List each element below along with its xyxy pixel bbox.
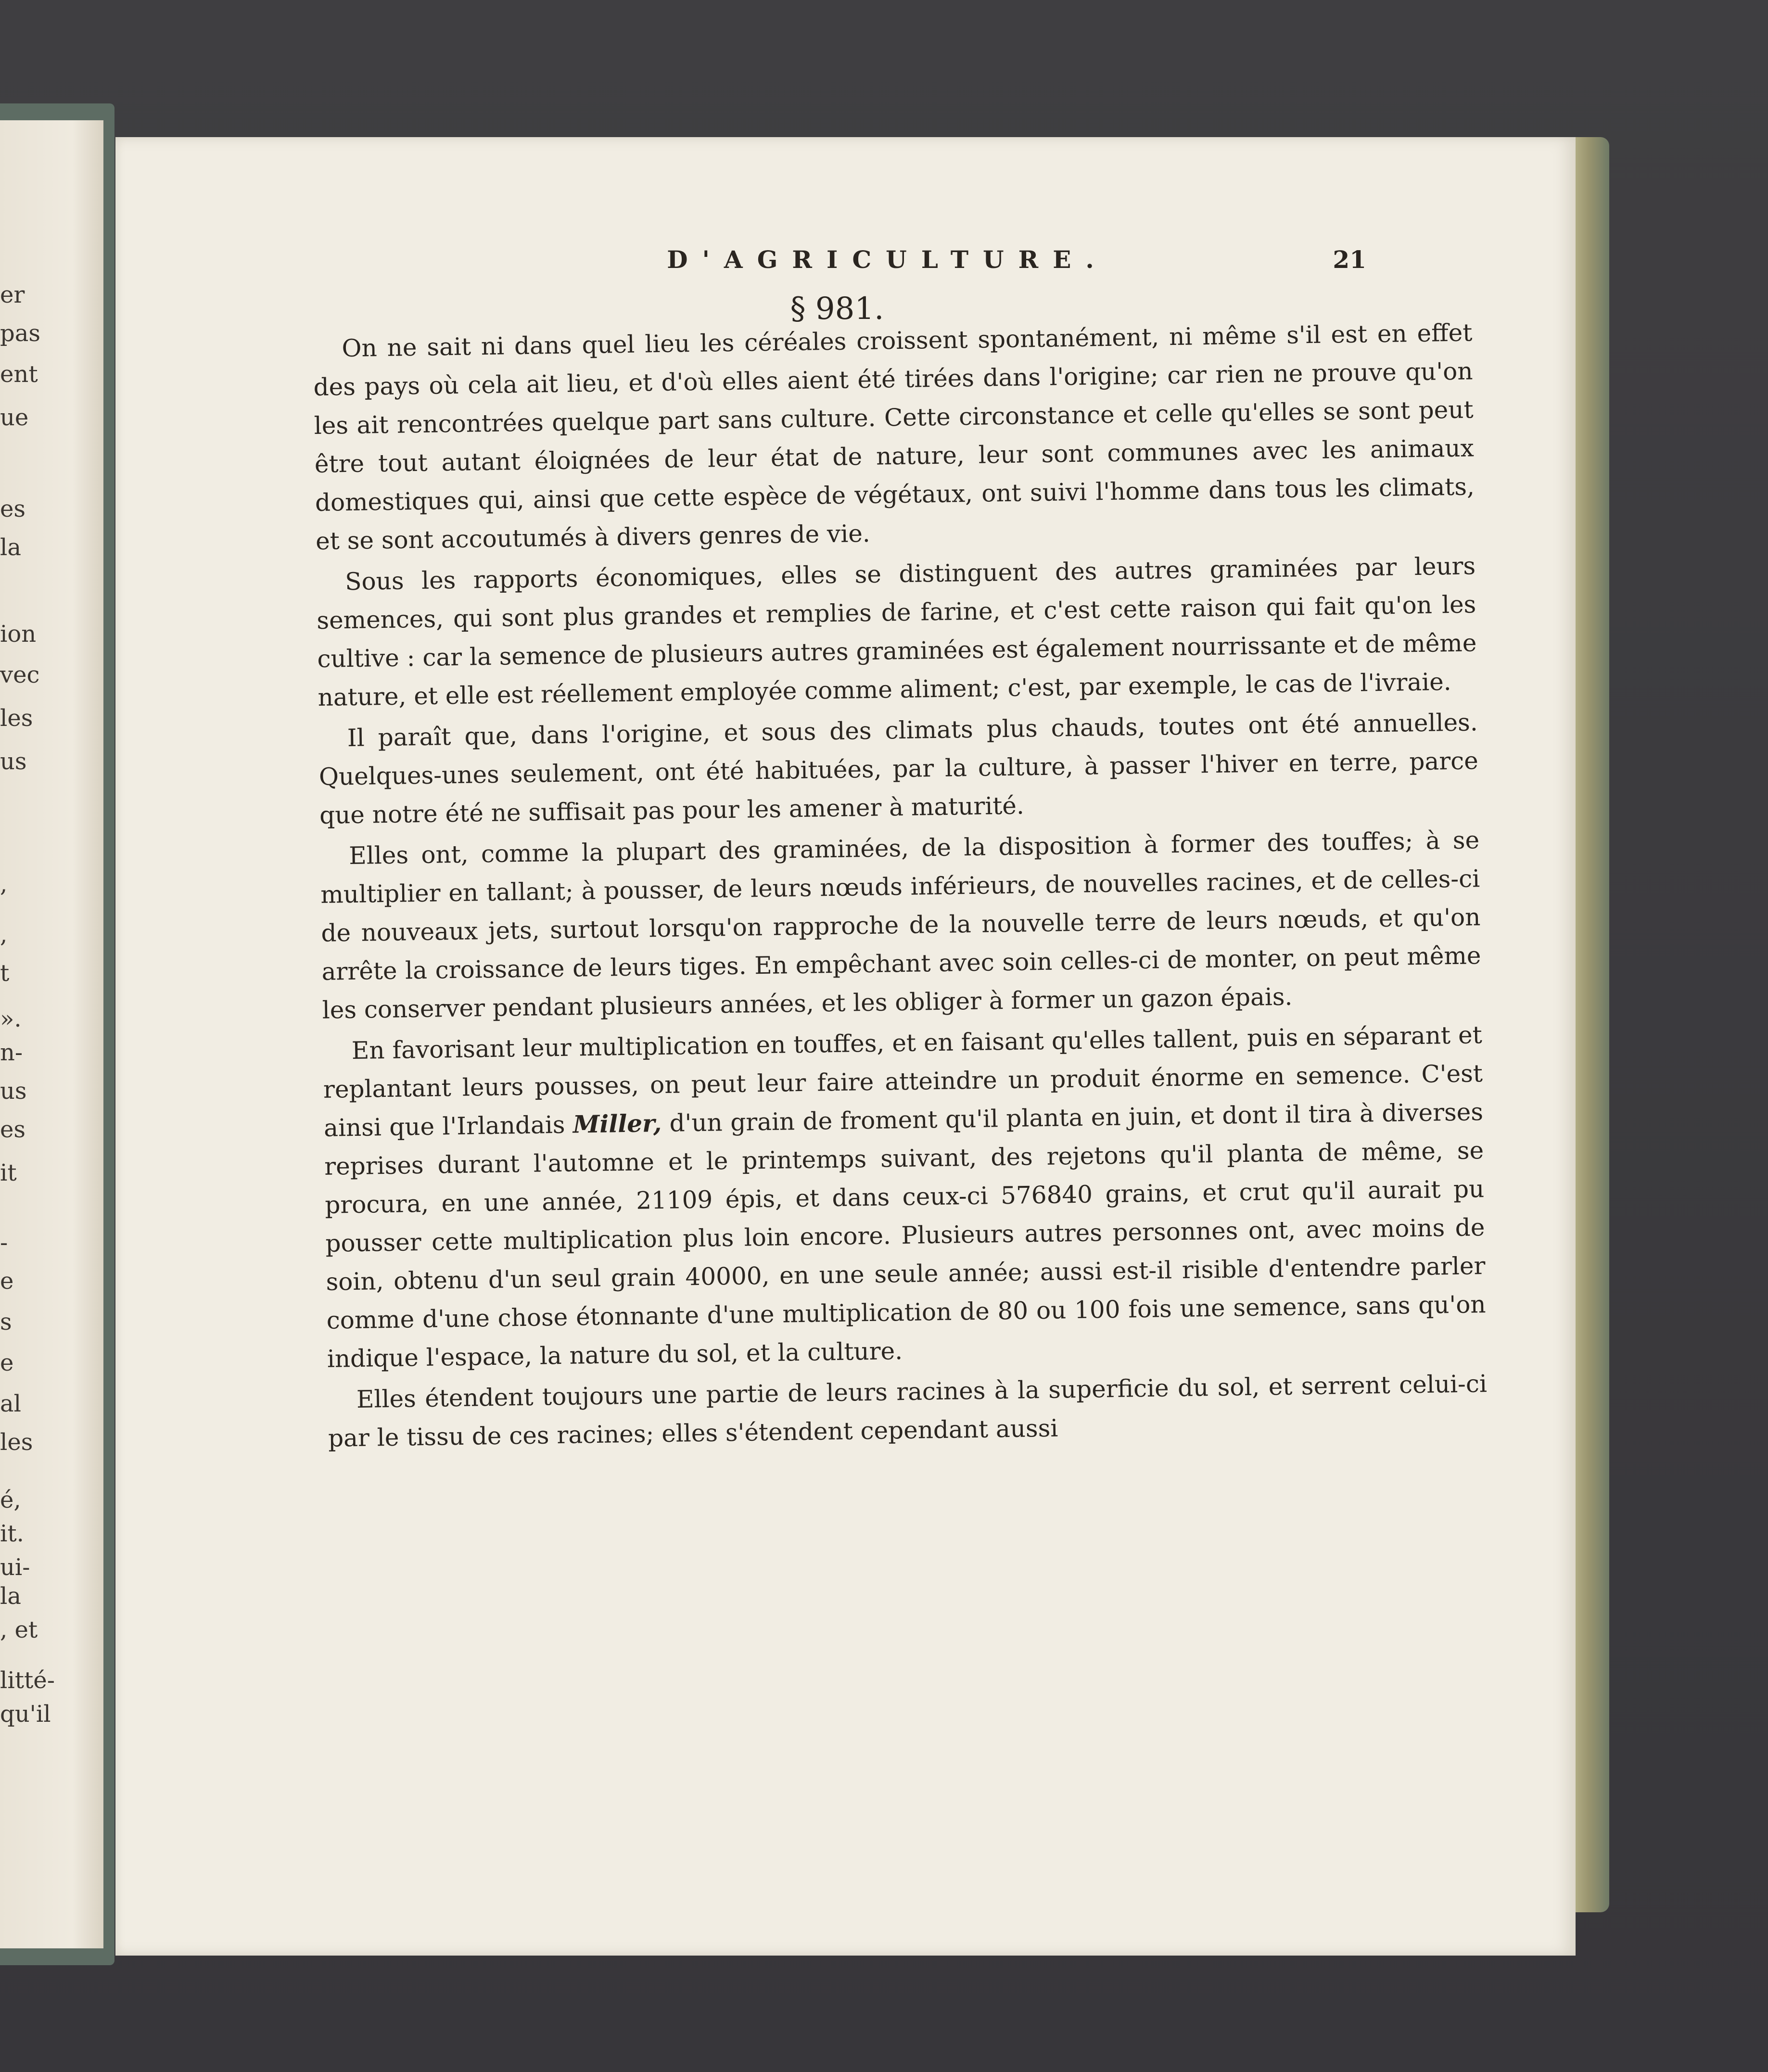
body-text bbox=[313, 313, 1488, 1460]
person-name-miller: Miller, bbox=[572, 1109, 662, 1139]
previous-page-fragment: it. bbox=[0, 1520, 24, 1547]
previous-page-fragment: ion bbox=[0, 621, 37, 648]
paragraph-4: Elles ont, comme la plupart des graminées, de la disposition à former des touffes; à se multiplier en tallant; à pousser, de leurs nœuds inférieurs, de nouvelles racines, et de celles-ci de nouveaux jets, surtout lorsqu'on rapproche de la nouvelle terre de leurs nœuds, et qu'on arrête la croissance de leurs tiges. En empêchant avec soin celles-ci de monter, on peut même les conserver pendant plusieurs années, et les obliger à former un gazon épais. bbox=[320, 826, 1481, 1024]
previous-page-fragment: us bbox=[0, 748, 27, 775]
running-head bbox=[115, 245, 1576, 284]
previous-page-fragment: es bbox=[0, 496, 26, 522]
previous-page-fragment: us bbox=[0, 1078, 27, 1105]
previous-page-fragment: ue bbox=[0, 404, 29, 431]
previous-page-fragment: it bbox=[0, 1159, 17, 1186]
previous-page-fragment: ui- bbox=[0, 1554, 30, 1581]
previous-page-text-fragments bbox=[0, 120, 103, 1948]
previous-page-fragment: é, bbox=[0, 1487, 21, 1513]
paragraph-5-text-after: d'un grain de froment qu'il planta en juin, et dont il tira à diverses reprises durant l'automne et le printemps suivant, des rejetons qu'il planta de même, se procura, en une année, 21109 épis, et dans ceux-ci 576840 grains, et crut qu'il aurait pu pousser cette multiplication plus loin encore. Plusieurs autres personnes ont, avec moins de soin, obtenu d'un seul grain 40000, en une seule année; aussi est-il risible d'entendre parler comme d'une chose étonnante d'une multiplication de 80 ou 100 fois une semence, sans qu'on indique l'espace, la nature du sol, et la culture. bbox=[324, 1098, 1486, 1373]
previous-page-fragment: t bbox=[0, 960, 10, 987]
previous-page-fragment: n- bbox=[0, 1039, 23, 1066]
previous-page-fragment: , et bbox=[0, 1616, 38, 1643]
paragraph-3: Il paraît que, dans l'origine, et sous des climats plus chauds, toutes ont été annuelles. Quelques-unes seulement, ont été habituées, par la culture, à passer l'hiver en terre, parce que notre été ne suffisait pas pour les amener à maturité. bbox=[318, 708, 1479, 829]
previous-page-fragment: litté- bbox=[0, 1667, 55, 1694]
previous-page-fragment: al bbox=[0, 1390, 21, 1417]
book-page bbox=[115, 137, 1576, 1956]
previous-page-fragment: s bbox=[0, 1309, 12, 1335]
previous-page-fragment: la bbox=[0, 1583, 21, 1610]
previous-page-fragment: les bbox=[0, 1429, 33, 1456]
paragraph-1: On ne sait ni dans quel lieu les céréales croissent spontanément, ni même s'il est en effet des pays où cela ait lieu, et d'où elles aient été tirées dans l'origine; car rien ne prouve qu'on les ait rencontrées quelque part sans culture. Cette circonstance et celle qu'elles se sont peut être tout autant éloignées de leur état de nature, leur sont communes avec les animaux domestiques qui, ainsi que cette espèce de végétaux, ont suivi l'homme dans tous les climats, et se sont accoutumés à divers genres de vie. bbox=[313, 318, 1475, 555]
previous-page-fragment: vec bbox=[0, 661, 40, 688]
previous-page-fragment: er bbox=[0, 281, 25, 308]
paragraph-2: Sous les rapports économiques, elles se distinguent des autres graminées par leurs semences, qui sont plus grandes et remplies de farine, et c'est cette raison qui fait qu'on les cultive : car la semence de plusieurs autres graminées est également nourrissante et de même nature, et elle est réellement employée comme aliment; c'est, par exemple, le cas de l'ivraie. bbox=[317, 552, 1477, 712]
previous-page-fragment: es bbox=[0, 1116, 26, 1143]
previous-page-fragment: , bbox=[0, 871, 8, 898]
previous-page-fragment: ent bbox=[0, 361, 38, 388]
previous-page-fragment: e bbox=[0, 1349, 14, 1376]
previous-page-fragment: e bbox=[0, 1268, 14, 1295]
paragraph-5 bbox=[322, 1016, 1487, 1378]
previous-page-fragment: ». bbox=[0, 1005, 22, 1032]
paragraph-5-text-before: En favorisant leur multiplication en touffes, et en faisant qu'elles tallent, puis en séparant et replantant leurs pousses, on peut leur faire atteindre un produit énorme en semence. C'est ainsi que l'Irlandais bbox=[323, 1021, 1483, 1142]
previous-page-fragment: qu'il bbox=[0, 1701, 51, 1728]
previous-page-fragment: la bbox=[0, 534, 21, 561]
previous-page-fragment: , bbox=[0, 921, 8, 948]
previous-page-edge bbox=[0, 120, 103, 1948]
page-number: 21 bbox=[1333, 245, 1366, 274]
paragraph-6: Elles étendent toujours une partie de leurs racines à la superficie du sol, et serrent celui-ci par le tissu de ces racines; elles s'étendent cependant aussi bbox=[328, 1370, 1488, 1452]
running-title: D'AGRICULTURE. bbox=[667, 245, 1108, 274]
previous-page-fragment: les bbox=[0, 705, 33, 732]
previous-page-fragment: - bbox=[0, 1229, 8, 1256]
previous-page-fragment: pas bbox=[0, 320, 40, 347]
section-heading: § 981. bbox=[790, 291, 884, 327]
